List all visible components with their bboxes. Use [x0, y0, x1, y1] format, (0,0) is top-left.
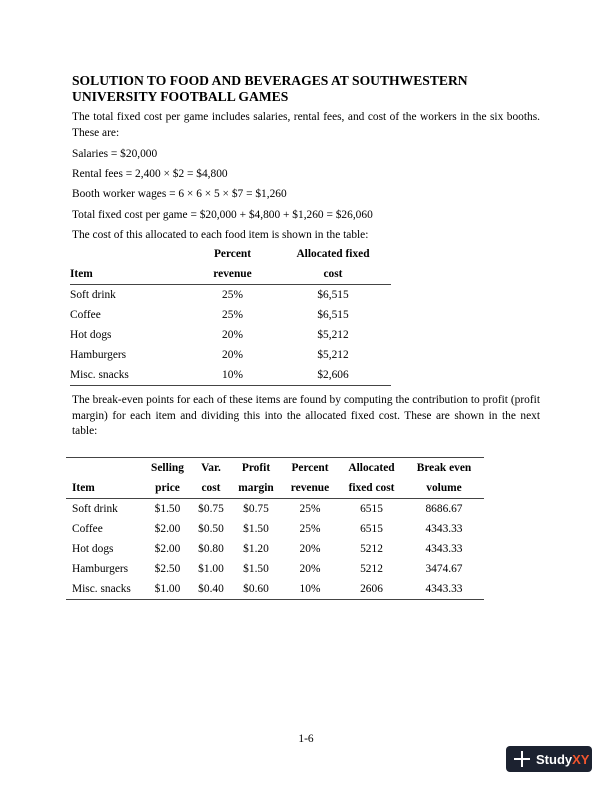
table-cell: $0.60	[231, 579, 281, 600]
table-cell: 25%	[299, 503, 321, 515]
table-cell: $0.50	[198, 523, 224, 535]
header-cell: revenue	[190, 264, 275, 285]
table-cell: $0.75	[198, 503, 224, 515]
header-cell	[66, 458, 144, 479]
table-cell: Hot dogs	[72, 543, 114, 555]
title-line-2: UNIVERSITY FOOTBALL GAMES	[72, 89, 289, 104]
table-cell: Coffee	[70, 309, 101, 321]
table-cell: $1.20	[243, 543, 269, 555]
table-cell: 3474.67	[425, 563, 463, 575]
table-row	[70, 365, 391, 386]
salaries-line: Salaries = $20,000	[72, 148, 158, 160]
table-row	[70, 305, 391, 325]
table-cell: 10%	[281, 579, 339, 600]
table-cell: 20%	[299, 563, 321, 575]
plus-icon	[512, 749, 532, 769]
total-fixed-cost-line: Total fixed cost per game = $20,000 + $4,800 + $1,260 = $26,060	[72, 209, 373, 221]
table-cell: $0.75	[243, 503, 269, 515]
badge-study-text: Study	[536, 751, 573, 767]
studyxy-badge[interactable]	[506, 746, 592, 772]
table-cell: $1.50	[243, 523, 269, 535]
table-header-row	[70, 264, 391, 285]
table-cell: $1.00	[144, 579, 191, 600]
header-cell: Item	[70, 264, 190, 285]
table-cell: 8686.67	[425, 503, 463, 515]
table-header-row	[66, 458, 484, 479]
header-cell: fixed cost	[339, 478, 404, 499]
page-number: 1-6	[298, 733, 314, 745]
allocation-table	[70, 244, 391, 386]
table-cell: $6,515	[317, 289, 349, 301]
header-cell: Break even	[404, 458, 484, 479]
table-row	[70, 325, 391, 345]
breakeven-table	[66, 457, 484, 600]
table-cell: $2.00	[154, 523, 181, 535]
table-cell: Misc. snacks	[66, 579, 144, 600]
table-cell: $1.50	[243, 563, 269, 575]
header-cell: Allocated fixed	[296, 248, 370, 260]
table-cell: $2,606	[275, 365, 391, 386]
header-cell: Selling	[144, 458, 191, 479]
table-cell: 25%	[222, 289, 243, 301]
header-cell: cost	[191, 478, 231, 499]
table-row	[66, 499, 484, 520]
header-cell: volume	[404, 478, 484, 499]
table-cell: 6515	[360, 503, 383, 515]
table-row	[70, 285, 391, 306]
allocation-intro-line: The cost of this allocated to each food item is shown in the table:	[72, 229, 369, 241]
table-cell: $0.40	[191, 579, 231, 600]
table-cell: 4343.33	[425, 523, 463, 535]
table-header-row	[66, 478, 484, 499]
table-cell: 4343.33	[425, 543, 463, 555]
table-cell: $0.80	[198, 543, 224, 555]
header-cell: Allocated	[339, 458, 404, 479]
header-cell: cost	[275, 264, 391, 285]
table-row	[70, 345, 391, 365]
header-cell: Var.	[191, 458, 231, 479]
table-cell: $6,515	[317, 309, 349, 321]
table-cell: $5,212	[317, 329, 349, 341]
badge-label	[536, 752, 589, 767]
table-cell: 25%	[299, 523, 321, 535]
table-cell: 20%	[222, 329, 243, 341]
table-cell: Soft drink	[70, 289, 116, 301]
table-cell: $1.50	[154, 503, 181, 515]
table-cell: 2606	[339, 579, 404, 600]
table-cell: $2.00	[154, 543, 181, 555]
table-cell: 5212	[360, 563, 383, 575]
table-cell: Hamburgers	[70, 349, 127, 361]
table-row	[66, 539, 484, 559]
table-cell: Soft drink	[72, 503, 118, 515]
header-cell: margin	[231, 478, 281, 499]
header-cell: price	[144, 478, 191, 499]
booth-wages-line: Booth worker wages = 6 × 6 × 5 × $7 = $1,260	[72, 188, 287, 200]
header-cell: Percent	[213, 248, 252, 260]
table-cell: 25%	[222, 309, 243, 321]
header-cell: revenue	[281, 478, 339, 499]
table-cell: Misc. snacks	[70, 365, 190, 386]
table-row	[66, 559, 484, 579]
table-cell: Hot dogs	[70, 329, 112, 341]
breakeven-paragraph: The break-even points for each of these items are found by computing the contribution to profit (profit margin) for each item and dividing this into the allocated fixed cost. These are shown in the next table:	[72, 394, 540, 437]
table-cell: 10%	[190, 365, 275, 386]
header-cell: Item	[66, 478, 144, 499]
document-title	[72, 73, 542, 105]
table-cell: 4343.33	[404, 579, 484, 600]
intro-paragraph: The total fixed cost per game includes salaries, rental fees, and cost of the workers in the six booths. These are:	[72, 111, 540, 139]
table-cell: Coffee	[72, 523, 103, 535]
table-cell: 20%	[222, 349, 243, 361]
table-cell: $5,212	[317, 349, 349, 361]
header-cell: Profit	[231, 458, 281, 479]
table-header-row	[70, 244, 391, 264]
header-cell	[70, 244, 190, 264]
table-cell: 20%	[299, 543, 321, 555]
table-cell: $1.00	[198, 563, 224, 575]
header-cell: Percent	[281, 458, 339, 479]
table-cell: $2.50	[154, 563, 181, 575]
table-cell: Hamburgers	[72, 563, 129, 575]
table-row	[66, 579, 484, 600]
table-cell: 5212	[360, 543, 383, 555]
rental-fees-line: Rental fees = 2,400 × $2 = $4,800	[72, 168, 228, 180]
table-row	[66, 519, 484, 539]
table-cell: 6515	[360, 523, 383, 535]
title-line-1: SOLUTION TO FOOD AND BEVERAGES AT SOUTHWESTERN	[72, 73, 468, 88]
badge-xy-text: XY	[572, 751, 590, 767]
